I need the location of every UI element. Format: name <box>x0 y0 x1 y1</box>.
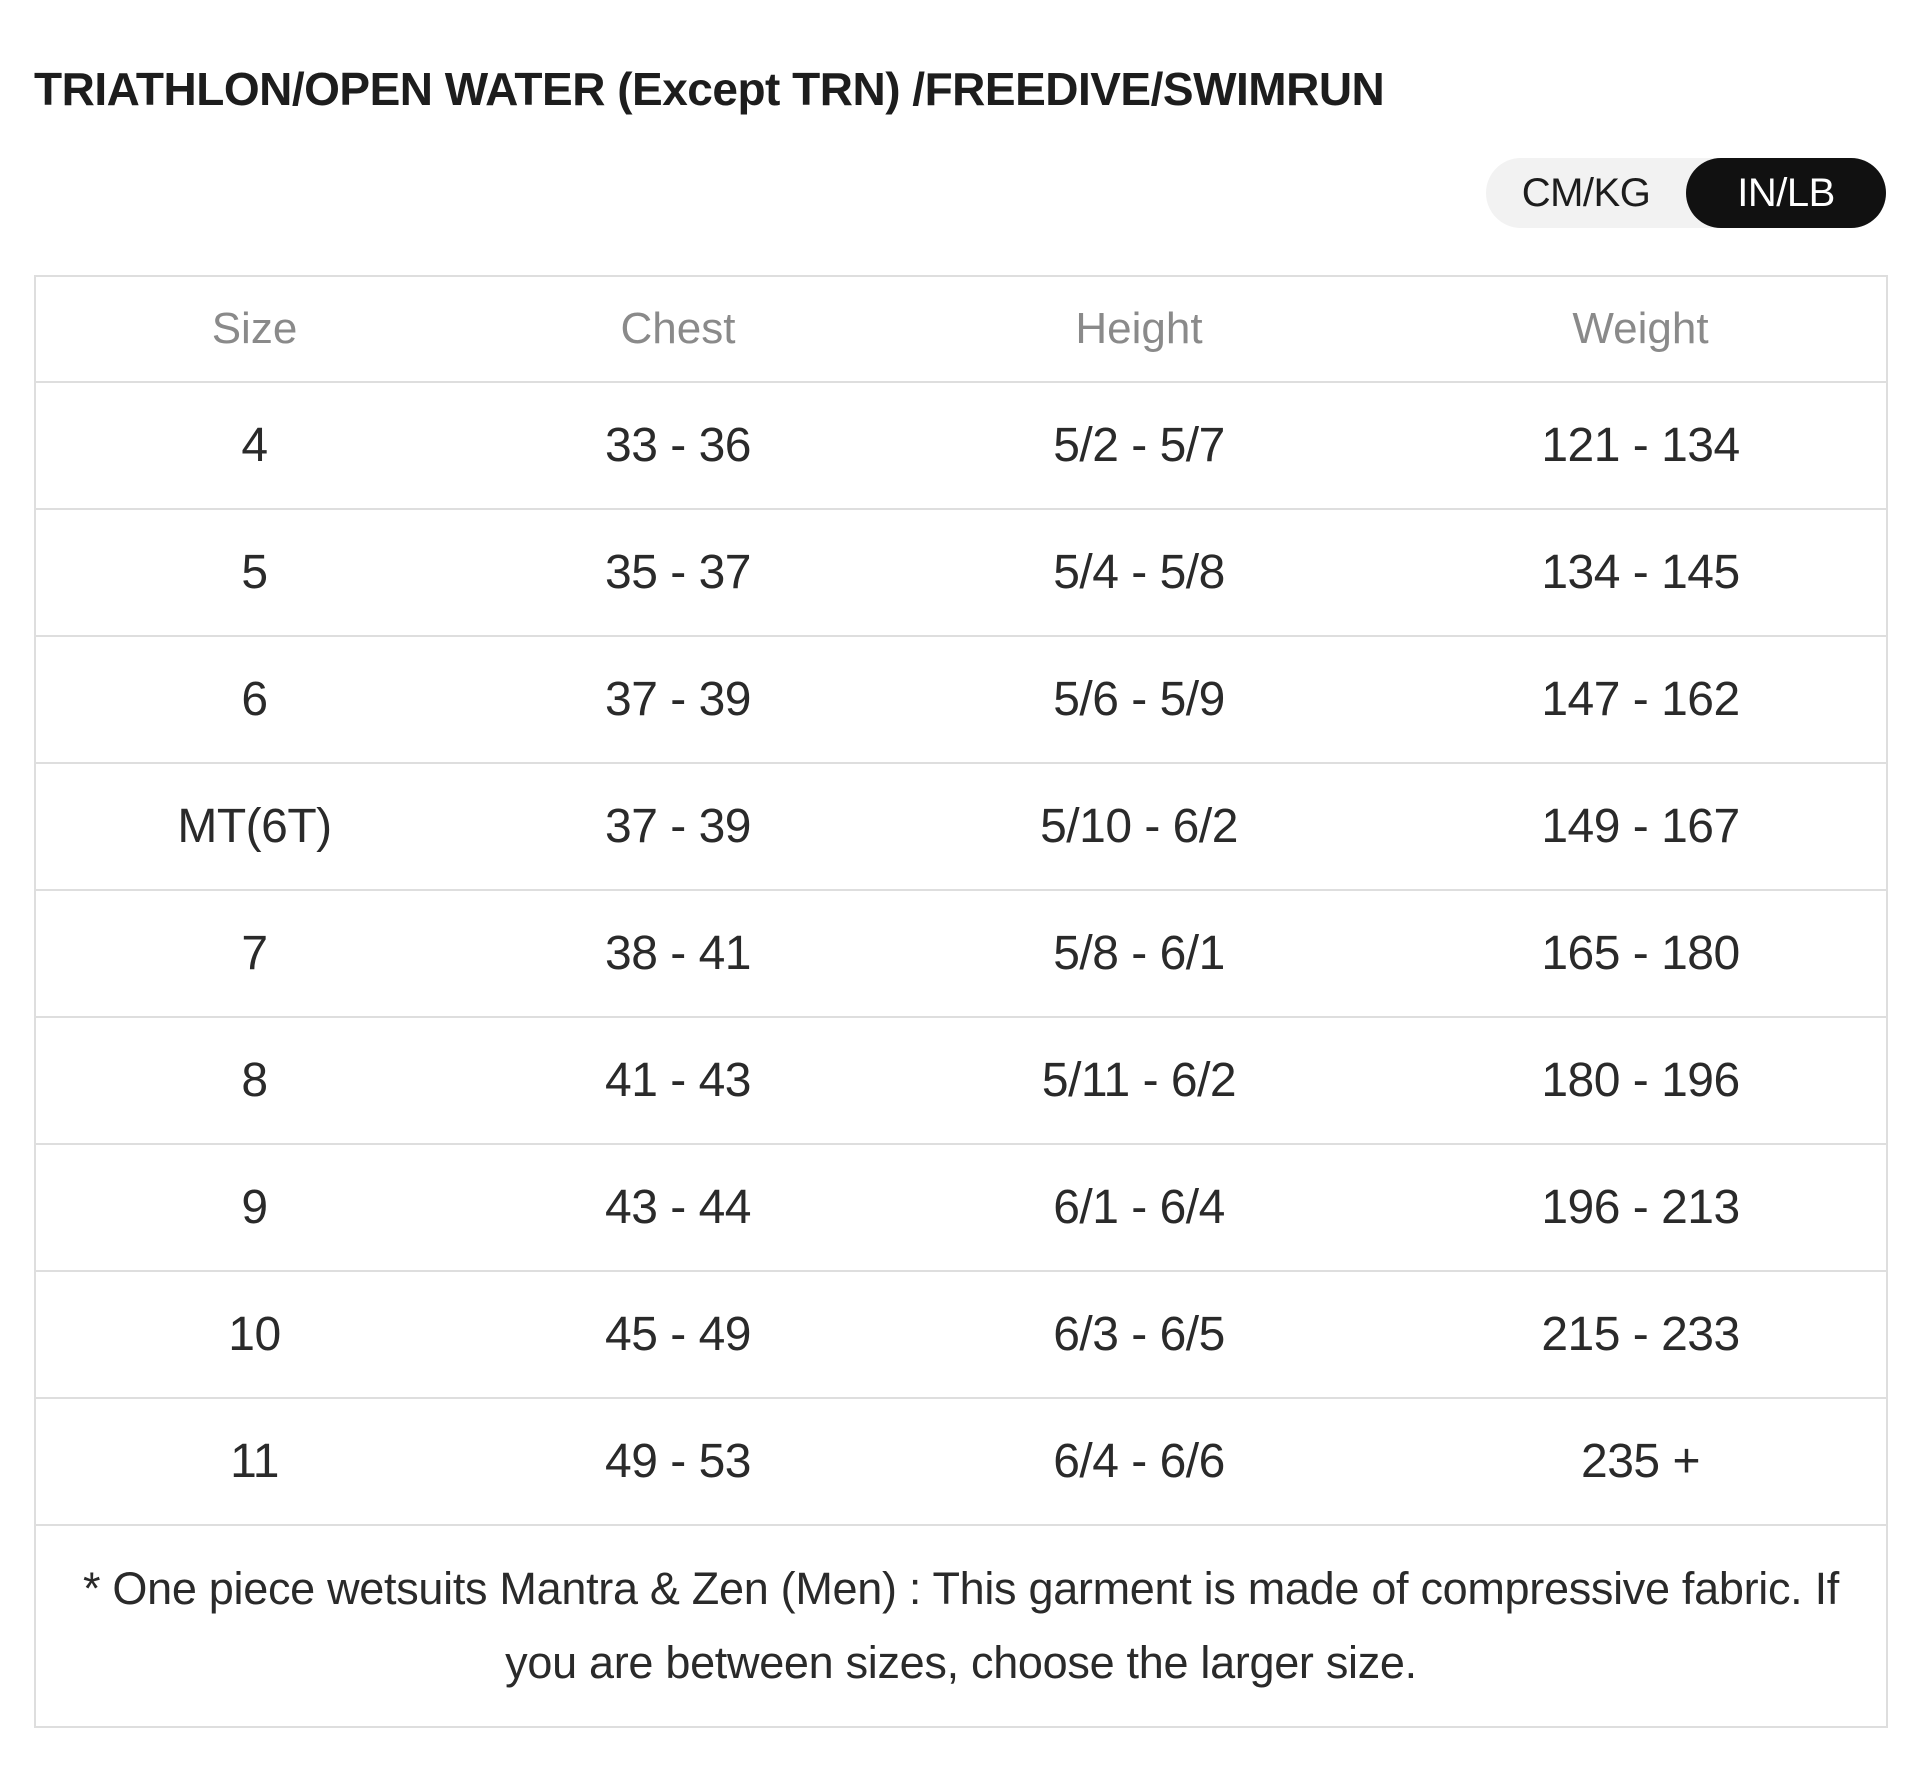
size-cell: 8 <box>35 1017 473 1144</box>
size-cell: 4 <box>35 382 473 509</box>
weight-cell: 134 - 145 <box>1395 509 1887 636</box>
table-row <box>35 763 1887 890</box>
table-row <box>35 382 1887 509</box>
table-row <box>35 1271 1887 1398</box>
height-cell: 5/2 - 5/7 <box>883 382 1395 509</box>
height-cell: 5/6 - 5/9 <box>883 636 1395 763</box>
weight-cell: 147 - 162 <box>1395 636 1887 763</box>
height-cell: 5/10 - 6/2 <box>883 763 1395 890</box>
size-cell: 11 <box>35 1398 473 1525</box>
unit-option-in-lb[interactable]: IN/LB <box>1686 158 1886 228</box>
size-cell: 5 <box>35 509 473 636</box>
weight-cell: 165 - 180 <box>1395 890 1887 1017</box>
table-header-row <box>35 276 1887 382</box>
weight-cell: 121 - 134 <box>1395 382 1887 509</box>
unit-toggle <box>1486 158 1886 228</box>
height-cell: 5/4 - 5/8 <box>883 509 1395 636</box>
weight-cell: 149 - 167 <box>1395 763 1887 890</box>
size-cell: 9 <box>35 1144 473 1271</box>
height-cell: 6/1 - 6/4 <box>883 1144 1395 1271</box>
height-cell: 6/3 - 6/5 <box>883 1271 1395 1398</box>
weight-cell: 180 - 196 <box>1395 1017 1887 1144</box>
table-row <box>35 1017 1887 1144</box>
size-cell: MT(6T) <box>35 763 473 890</box>
weight-cell: 215 - 233 <box>1395 1271 1887 1398</box>
chest-cell: 41 - 43 <box>473 1017 883 1144</box>
table-row <box>35 1398 1887 1525</box>
table-note-row <box>35 1525 1887 1727</box>
height-cell: 5/11 - 6/2 <box>883 1017 1395 1144</box>
weight-cell: 235 + <box>1395 1398 1887 1525</box>
column-header-weight: Weight <box>1395 276 1887 382</box>
chest-cell: 37 - 39 <box>473 636 883 763</box>
unit-option-cm-kg[interactable]: CM/KG <box>1521 170 1651 215</box>
column-header-chest: Chest <box>473 276 883 382</box>
chest-cell: 43 - 44 <box>473 1144 883 1271</box>
column-header-size: Size <box>35 276 473 382</box>
height-cell: 6/4 - 6/6 <box>883 1398 1395 1525</box>
size-cell: 7 <box>35 890 473 1017</box>
chest-cell: 49 - 53 <box>473 1398 883 1525</box>
chest-cell: 38 - 41 <box>473 890 883 1017</box>
table-row <box>35 1144 1887 1271</box>
size-note: * One piece wetsuits Mantra & Zen (Men) : This garment is made of compressive fabric. If you are between sizes, choose the larger size. <box>35 1525 1887 1727</box>
table-row <box>35 509 1887 636</box>
height-cell: 5/8 - 6/1 <box>883 890 1395 1017</box>
size-chart-table <box>34 275 1888 1728</box>
size-cell: 6 <box>35 636 473 763</box>
weight-cell: 196 - 213 <box>1395 1144 1887 1271</box>
size-cell: 10 <box>35 1271 473 1398</box>
chest-cell: 35 - 37 <box>473 509 883 636</box>
table-row <box>35 636 1887 763</box>
table-row <box>35 890 1887 1017</box>
chest-cell: 45 - 49 <box>473 1271 883 1398</box>
chest-cell: 37 - 39 <box>473 763 883 890</box>
page-title: TRIATHLON/OPEN WATER (Except TRN) /FREEDIVE/SWIMRUN <box>34 63 1385 115</box>
column-header-height: Height <box>883 276 1395 382</box>
chest-cell: 33 - 36 <box>473 382 883 509</box>
